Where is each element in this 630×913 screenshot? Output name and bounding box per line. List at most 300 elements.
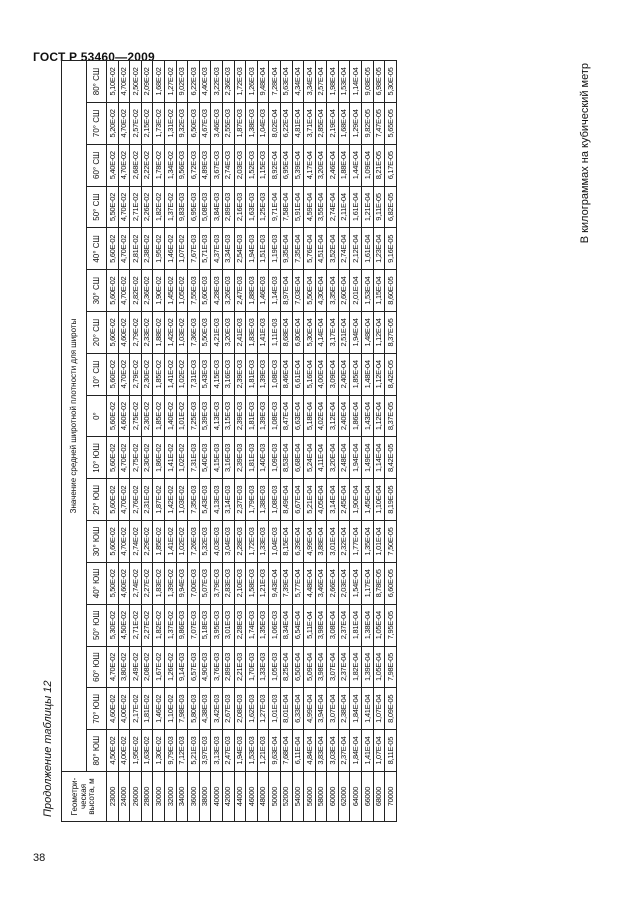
density-cell: 4,03E-03: [211, 521, 223, 563]
density-cell: 8,21E-05: [373, 144, 385, 186]
height-cell: 64000: [350, 772, 362, 822]
density-cell: 4,00E-02: [118, 688, 130, 730]
density-cell: 2,10E-03: [234, 562, 246, 604]
density-cell: 2,29E-02: [141, 521, 153, 563]
table-row: [141, 61, 153, 822]
density-cell: 3,83E-04: [315, 730, 327, 772]
density-cell: 1,85E-02: [153, 521, 165, 563]
density-cell: 4,00E-04: [315, 353, 327, 395]
density-cell: 3,16E-03: [222, 437, 234, 479]
density-cell: 4,84E-04: [304, 730, 316, 772]
density-cell: 1,45E-04: [362, 479, 374, 521]
density-cell: 1,21E-03: [257, 730, 269, 772]
density-cell: 4,38E-03: [199, 688, 211, 730]
density-cell: 6,98E-05: [373, 61, 385, 103]
density-cell: 1,81E-03: [246, 353, 258, 395]
density-cell: 4,05E-04: [315, 479, 327, 521]
density-cell: 4,17E-04: [304, 144, 316, 186]
density-cell: 9,14E-03: [176, 646, 188, 688]
density-cell: 1,39E-03: [257, 353, 269, 395]
height-cell: 34000: [176, 772, 188, 822]
document-header: ГОСТ Р 53460—2009: [33, 50, 155, 64]
density-cell: 4,70E-02: [118, 186, 130, 228]
density-cell: 6,57E-03: [188, 646, 200, 688]
density-cell: 7,00E-03: [188, 562, 200, 604]
table-row: [362, 61, 374, 822]
density-cell: 1,94E-03: [246, 228, 258, 270]
table-row: [246, 61, 258, 822]
density-cell: 1,41E-03: [257, 312, 269, 354]
density-cell: 1,61E-04: [362, 228, 374, 270]
density-cell: 7,36E-03: [188, 312, 200, 354]
height-cell: 44000: [234, 772, 246, 822]
density-cell: 1,17E-04: [362, 562, 374, 604]
density-cell: 1,43E-04: [362, 395, 374, 437]
density-cell: 3,13E-03: [211, 730, 223, 772]
density-cell: 1,94E-04: [350, 437, 362, 479]
density-cell: 1,58E-03: [246, 562, 258, 604]
density-cell: 2,40E-04: [338, 353, 350, 395]
density-cell: 2,66E-04: [327, 562, 339, 604]
density-cell: 2,74E-04: [338, 228, 350, 270]
density-cell: 6,22E-04: [280, 103, 292, 145]
density-cell: 3,84E-03: [211, 186, 223, 228]
density-cell: 2,74E-04: [327, 186, 339, 228]
table-row: [385, 61, 397, 822]
density-cell: 3,04E-03: [222, 521, 234, 563]
density-cell: 5,16E-04: [304, 353, 316, 395]
density-cell: 1,07E-04: [373, 688, 385, 730]
density-cell: 3,16E-03: [222, 353, 234, 395]
density-cell: 5,65E-05: [385, 103, 397, 145]
density-cell: 1,14E-04: [350, 61, 362, 103]
density-cell: 3,01E-03: [222, 604, 234, 646]
density-cell: 9,82E-05: [362, 103, 374, 145]
density-cell: 4,60E-02: [118, 312, 130, 354]
table-row: [373, 61, 385, 822]
density-cell: 1,83E-03: [246, 312, 258, 354]
density-cell: 1,81E-04: [350, 604, 362, 646]
density-cell: 2,33E-02: [141, 312, 153, 354]
density-cell: 3,14E-04: [327, 479, 339, 521]
density-cell: 2,30E-02: [141, 437, 153, 479]
density-cell: 7,26E-03: [188, 521, 200, 563]
density-cell: 3,35E-04: [327, 270, 339, 312]
density-cell: 1,63E-03: [246, 186, 258, 228]
height-cell: 50000: [269, 772, 281, 822]
density-cell: 1,08E-03: [269, 395, 281, 437]
density-cell: 3,01E-04: [327, 521, 339, 563]
density-cell: 1,63E-02: [141, 730, 153, 772]
density-cell: 6,54E-04: [292, 604, 304, 646]
latitude-header: 50° СШ: [87, 186, 107, 228]
density-cell: 2,46E-04: [327, 144, 339, 186]
density-cell: 3,08E-04: [327, 604, 339, 646]
density-cell: 6,11E-04: [292, 730, 304, 772]
density-cell: 2,27E-02: [141, 604, 153, 646]
density-cell: 2,03E-04: [338, 562, 350, 604]
density-cell: 2,50E-02: [130, 61, 142, 103]
density-cell: 1,82E-02: [153, 604, 165, 646]
density-cell: 4,60E-02: [107, 688, 119, 730]
density-cell: 3,46E-04: [315, 562, 327, 604]
density-cell: 1,02E-02: [176, 521, 188, 563]
density-cell: 1,52E-03: [246, 144, 258, 186]
latitude-header: 60° ЮШ: [87, 646, 107, 688]
density-cell: 5,63E-04: [280, 61, 292, 103]
density-cell: 1,54E-04: [350, 562, 362, 604]
density-cell: 5,08E-03: [199, 186, 211, 228]
density-cell: 3,17E-04: [327, 312, 339, 354]
height-cell: 70000: [385, 772, 397, 822]
density-cell: 2,47E-03: [222, 730, 234, 772]
density-cell: 5,60E-02: [107, 395, 119, 437]
density-cell: 2,51E-04: [338, 312, 350, 354]
density-cell: 1,38E-04: [362, 604, 374, 646]
density-cell: 2,32E-04: [338, 521, 350, 563]
density-cell: 1,42E-02: [164, 479, 176, 521]
density-cell: 8,09E-05: [385, 688, 397, 730]
density-cell: 2,74E-02: [130, 521, 142, 563]
density-cell: 1,41E-04: [362, 688, 374, 730]
table-row: [257, 61, 269, 822]
density-cell: 1,39E-04: [362, 646, 374, 688]
density-cell: 5,77E-04: [292, 562, 304, 604]
density-cell: 1,35E-04: [362, 521, 374, 563]
density-cell: 2,15E-02: [141, 103, 153, 145]
density-cell: 1,72E-03: [246, 521, 258, 563]
density-cell: 1,03E-02: [176, 479, 188, 521]
density-cell: 8,37E-05: [385, 312, 397, 354]
height-cell: 52000: [280, 772, 292, 822]
density-cell: 1,08E-03: [269, 479, 281, 521]
density-cell: 1,05E-02: [176, 270, 188, 312]
density-cell: 1,25E-03: [257, 186, 269, 228]
density-cell: 4,13E-03: [211, 479, 223, 521]
density-cell: 8,37E-05: [385, 395, 397, 437]
density-cell: 1,62E-03: [246, 688, 258, 730]
density-cell: 2,37E-04: [338, 730, 350, 772]
density-cell: 1,88E-02: [153, 312, 165, 354]
density-cell: 1,48E-04: [362, 312, 374, 354]
density-cell: 3,95E-03: [211, 604, 223, 646]
height-cell: 54000: [292, 772, 304, 822]
density-cell: 1,53E-03: [246, 730, 258, 772]
table-row: [188, 61, 200, 822]
density-cell: 1,35E-03: [257, 604, 269, 646]
density-cell: 1,37E-02: [164, 604, 176, 646]
density-cell: 1,98E-04: [327, 61, 339, 103]
height-cell: 38000: [199, 772, 211, 822]
density-cell: 9,43E-04: [269, 562, 281, 604]
density-cell: 8,02E-04: [269, 103, 281, 145]
density-cell: 7,50E-05: [385, 521, 397, 563]
density-cell: 5,09E-04: [304, 646, 316, 688]
density-cell: 2,40E-04: [338, 395, 350, 437]
density-cell: 5,71E-03: [199, 228, 211, 270]
density-cell: 6,95E-04: [280, 144, 292, 186]
table-body: [107, 61, 397, 822]
density-cell: 3,42E-03: [211, 688, 223, 730]
density-cell: 4,21E-03: [211, 312, 223, 354]
density-cell: 4,50E-02: [118, 604, 130, 646]
density-cell: 1,15E-04: [373, 270, 385, 312]
density-group-header: Значение средней широтной плотности для широты: [62, 61, 87, 772]
density-cell: 5,40E-03: [199, 437, 211, 479]
density-cell: 1,61E-04: [350, 186, 362, 228]
density-cell: 2,79E-02: [130, 312, 142, 354]
density-cell: 9,79E-03: [164, 730, 176, 772]
density-cell: 4,60E-02: [118, 562, 130, 604]
density-cell: 2,17E-02: [130, 688, 142, 730]
density-cell: 1,82E-02: [153, 186, 165, 228]
density-cell: 1,42E-02: [164, 312, 176, 354]
height-cell: 48000: [257, 772, 269, 822]
density-cell: 1,81E-03: [246, 395, 258, 437]
table-row: [315, 61, 327, 822]
density-cell: 4,50E-02: [107, 730, 119, 772]
density-cell: 2,55E-03: [222, 103, 234, 145]
density-cell: 6,67E-04: [292, 479, 304, 521]
density-cell: 1,53E-04: [338, 61, 350, 103]
latitude-header: 20° СШ: [87, 312, 107, 354]
density-cell: 2,68E-02: [130, 144, 142, 186]
density-cell: 2,19E-04: [327, 103, 339, 145]
density-cell: 4,30E-04: [315, 270, 327, 312]
density-cell: 8,15E-04: [280, 521, 292, 563]
density-cell: 2,85E-04: [315, 103, 327, 145]
density-cell: 2,48E-04: [338, 437, 350, 479]
density-cell: 6,17E-05: [385, 144, 397, 186]
density-cell: 5,30E-02: [107, 604, 119, 646]
table-row: [222, 61, 234, 822]
density-cell: 2,82E-02: [130, 270, 142, 312]
density-cell: 4,40E-03: [199, 61, 211, 103]
table-row: [118, 61, 130, 822]
density-cell: 2,31E-02: [141, 479, 153, 521]
density-cell: 3,20E-04: [327, 437, 339, 479]
density-cell: 5,11E-04: [304, 604, 316, 646]
density-cell: 7,95E-05: [385, 604, 397, 646]
density-cell: 4,70E-02: [118, 61, 130, 103]
density-cell: 1,79E-03: [246, 479, 258, 521]
density-cell: 1,46E-02: [153, 688, 165, 730]
density-cell: 5,60E-02: [107, 312, 119, 354]
density-cell: 3,80E-02: [118, 646, 130, 688]
density-cell: 6,22E-03: [188, 61, 200, 103]
density-cell: 3,98E-04: [315, 646, 327, 688]
latitude-header: 30° СШ: [87, 270, 107, 312]
height-cell: 62000: [338, 772, 350, 822]
density-cell: 1,68E-02: [153, 61, 165, 103]
density-cell: 2,83E-03: [222, 562, 234, 604]
density-cell: 2,26E-02: [141, 186, 153, 228]
density-cell: 1,67E-02: [153, 646, 165, 688]
density-cell: 1,84E-04: [350, 688, 362, 730]
table-row: [280, 61, 292, 822]
density-cell: 3,88E-04: [315, 521, 327, 563]
density-cell: 5,80E-03: [188, 688, 200, 730]
height-cell: 36000: [188, 772, 200, 822]
density-cell: 7,98E-05: [385, 646, 397, 688]
density-cell: 1,07E-02: [176, 228, 188, 270]
density-cell: 1,90E-02: [153, 270, 165, 312]
table-row: [130, 61, 142, 822]
density-cell: 2,08E-02: [141, 646, 153, 688]
density-cell: 9,48E-04: [257, 61, 269, 103]
density-cell: 7,31E-03: [188, 437, 200, 479]
height-cell: 23000: [107, 772, 119, 822]
density-cell: 8,92E-04: [269, 144, 281, 186]
density-cell: 4,70E-02: [118, 103, 130, 145]
height-cell: 26000: [130, 772, 142, 822]
table-row: [107, 61, 119, 822]
density-cell: 1,48E-04: [362, 353, 374, 395]
density-cell: 6,39E-04: [292, 521, 304, 563]
density-cell: 6,60E-05: [385, 562, 397, 604]
density-cell: 8,34E-04: [280, 604, 292, 646]
density-cell: 4,02E-04: [315, 395, 327, 437]
density-cell: 4,15E-03: [211, 353, 223, 395]
density-cell: 6,68E-04: [292, 437, 304, 479]
density-cell: 3,03E-04: [327, 730, 339, 772]
density-cell: 1,95E-02: [153, 228, 165, 270]
density-cell: 3,26E-03: [222, 270, 234, 312]
density-cell: 4,70E-02: [118, 521, 130, 563]
density-cell: 4,59E-04: [304, 186, 316, 228]
density-cell: 3,94E-04: [315, 688, 327, 730]
density-cell: 1,85E-04: [350, 353, 362, 395]
density-cell: 1,26E-03: [246, 61, 258, 103]
latitude-header: 80° ЮШ: [87, 730, 107, 772]
density-cell: 7,31E-03: [188, 353, 200, 395]
density-cell: 1,30E-02: [153, 730, 165, 772]
density-cell: 4,14E-04: [315, 312, 327, 354]
density-cell: 4,70E-02: [118, 479, 130, 521]
density-cell: 6,63E-04: [292, 395, 304, 437]
density-cell: 1,12E-04: [373, 312, 385, 354]
density-cell: 7,47E-05: [373, 103, 385, 145]
density-cell: 2,30E-02: [141, 353, 153, 395]
density-cell: 3,71E-04: [304, 103, 316, 145]
density-cell: 1,01E-02: [176, 395, 188, 437]
density-cell: 8,60E-05: [385, 270, 397, 312]
density-cell: 2,75E-02: [130, 395, 142, 437]
density-cell: 3,34E-04: [304, 61, 316, 103]
density-cell: 1,06E-03: [269, 604, 281, 646]
latitude-header: 10° СШ: [87, 353, 107, 395]
density-cell: 6,61E-04: [292, 353, 304, 395]
density-cell: 1,83E-02: [153, 562, 165, 604]
height-cell: 56000: [304, 772, 316, 822]
density-cell: 2,21E-03: [234, 646, 246, 688]
density-cell: 9,16E-05: [385, 228, 397, 270]
latitude-header: 20° ЮШ: [87, 479, 107, 521]
density-cell: 2,36E-03: [222, 61, 234, 103]
density-cell: 4,13E-03: [211, 395, 223, 437]
density-cell: 9,63E-04: [269, 730, 281, 772]
density-cell: 2,39E-03: [234, 437, 246, 479]
height-cell: 24000: [118, 772, 130, 822]
height-cell: 58000: [315, 772, 327, 822]
density-cell: 1,85E-02: [153, 353, 165, 395]
density-cell: 2,22E-02: [141, 144, 153, 186]
density-cell: 6,82E-05: [385, 186, 397, 228]
density-cell: 1,41E-02: [164, 437, 176, 479]
density-cell: 8,11E-05: [385, 730, 397, 772]
density-cell: 1,40E-02: [164, 395, 176, 437]
density-cell: 4,67E-03: [199, 103, 211, 145]
density-cell: 8,42E-05: [385, 437, 397, 479]
density-cell: 2,03E-03: [234, 144, 246, 186]
density-cell: 5,50E-02: [107, 186, 119, 228]
density-cell: 1,84E-04: [350, 730, 362, 772]
density-cell: 7,55E-03: [188, 270, 200, 312]
density-cell: 4,81E-04: [292, 103, 304, 145]
density-cell: 2,38E-02: [141, 228, 153, 270]
density-cell: 5,39E-03: [199, 395, 211, 437]
density-cell: 1,12E-04: [373, 395, 385, 437]
density-cell: 1,74E-03: [246, 604, 258, 646]
density-cell: 1,05E-04: [373, 604, 385, 646]
density-cell: 1,07E-04: [373, 730, 385, 772]
density-cell: 3,09E-04: [327, 353, 339, 395]
density-cell: 6,72E-03: [188, 144, 200, 186]
density-cell: 3,20E-03: [222, 312, 234, 354]
density-cell: 4,37E-03: [211, 228, 223, 270]
density-cell: 2,47E-03: [234, 270, 246, 312]
density-cell: 1,53E-04: [362, 270, 374, 312]
density-cell: 2,01E-04: [350, 270, 362, 312]
density-cell: 7,39E-04: [280, 562, 292, 604]
height-cell: 32000: [164, 772, 176, 822]
table-continuation-caption: Продолжение таблицы 12: [42, 680, 54, 817]
density-cell: 5,43E-03: [199, 353, 211, 395]
density-cell: 2,36E-02: [141, 270, 153, 312]
density-cell: 4,70E-02: [118, 228, 130, 270]
latitude-header: 0°: [87, 395, 107, 437]
density-cell: 3,07E-04: [327, 688, 339, 730]
density-cell: 3,07E-04: [327, 646, 339, 688]
density-cell: 1,05E-04: [373, 646, 385, 688]
height-cell: 40000: [211, 772, 223, 822]
density-cell: 2,16E-03: [234, 186, 246, 228]
density-cell: 1,21E-03: [257, 562, 269, 604]
density-cell: 1,68E-04: [338, 103, 350, 145]
density-cell: 1,33E-03: [257, 646, 269, 688]
latitude-header: 60° СШ: [87, 144, 107, 186]
density-cell: 1,73E-02: [153, 103, 165, 145]
density-cell: 3,14E-03: [222, 479, 234, 521]
density-cell: 1,27E-03: [257, 688, 269, 730]
density-cell: 3,12E-04: [327, 395, 339, 437]
density-cell: 1,02E-02: [176, 437, 188, 479]
density-cell: 5,60E-02: [107, 521, 119, 563]
density-cell: 2,89E-03: [222, 186, 234, 228]
latitude-header: 30° ЮШ: [87, 521, 107, 563]
density-cell: 2,89E-03: [222, 646, 234, 688]
density-cell: 3,34E-03: [222, 228, 234, 270]
density-cell: 1,85E-02: [153, 395, 165, 437]
density-cell: 9,56E-03: [176, 144, 188, 186]
density-cell: 8,68E-04: [280, 312, 292, 354]
density-cell: 4,48E-04: [304, 562, 316, 604]
density-cell: 2,09E-02: [141, 61, 153, 103]
density-cell: 4,60E-02: [118, 395, 130, 437]
density-cell: 4,51E-04: [315, 228, 327, 270]
density-cell: 2,71E-02: [130, 604, 142, 646]
height-cell: 42000: [222, 772, 234, 822]
